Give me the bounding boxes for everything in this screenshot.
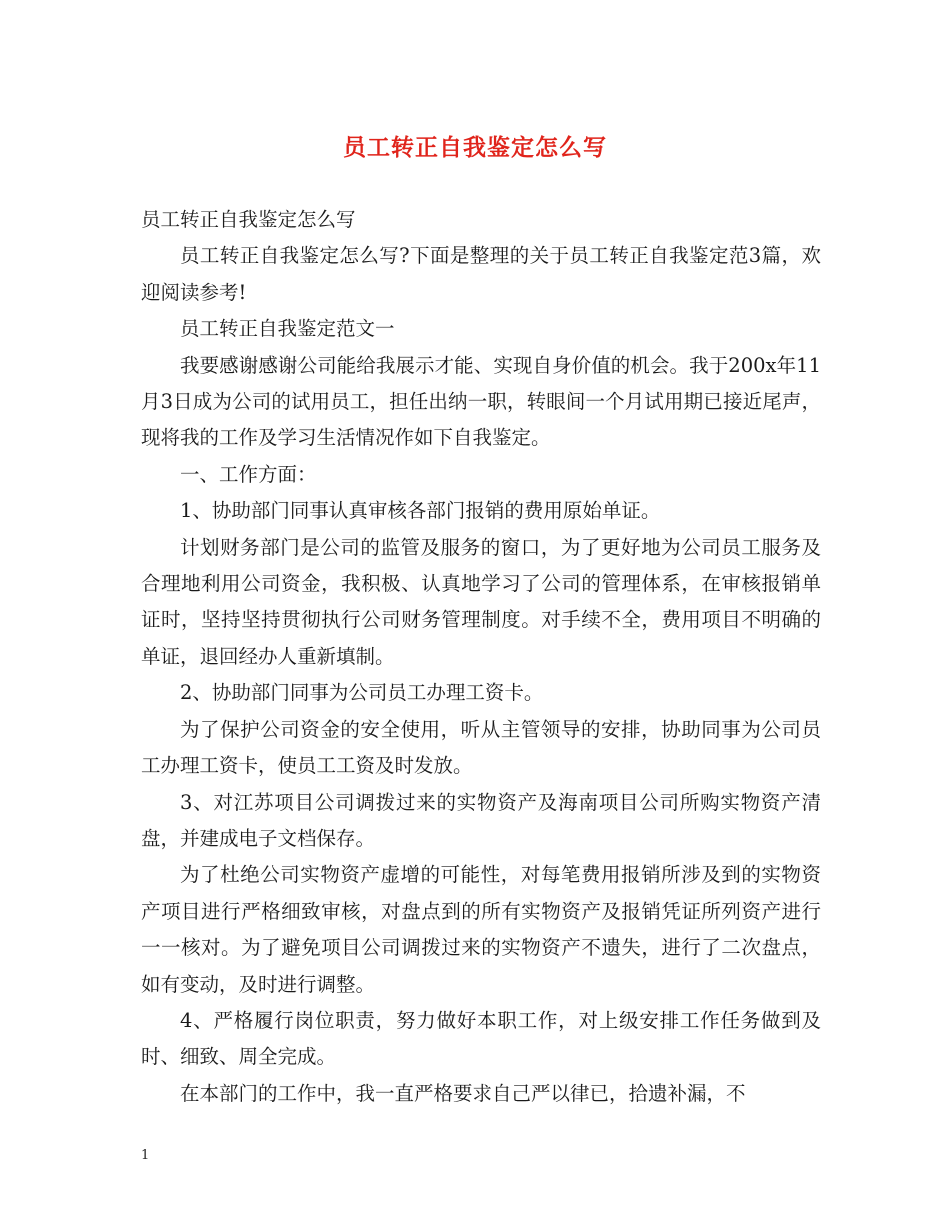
paragraph: 员工转正自我鉴定范文一 (180, 317, 395, 341)
paragraph: 在本部门的工作中，我一直严格要求自己严以律已，拾遗补漏，不 (180, 1081, 746, 1105)
paragraph: 为了杜绝公司实物资产虚增的可能性，对每笔费用报销所涉及到的实物资产项目进行严格细致审核，对盘点到的所有实物资产及报销凭证所列资产进行一一核对。为了避免项目公司调拨过来的实物资产不遗失，进行了二次盘点，如有变动，及时进行调整。 (141, 863, 821, 996)
paragraph: 计划财务部门是公司的监管及服务的窗口，为了更好地为公司员工服务及合理地利用公司资金，我积极、认真地学习了公司的管理体系，在审核报销单证时，坚持坚持贯彻执行公司财务管理制度。对手续不全，费用项目不明确的单证，退回经办人重新填制。 (141, 535, 821, 668)
paragraph: 为了保护公司资金的安全使用，听从主管领导的安排，协助同事为公司员工办理工资卡，使员工工资及时发放。 (141, 717, 821, 778)
paragraph: 2、协助部门同事为公司员工办理工资卡。 (180, 681, 544, 705)
paragraph: 员工转正自我鉴定怎么写 (141, 208, 356, 231)
page-number: 1 (141, 1148, 150, 1163)
document-body (141, 202, 821, 1112)
paragraph: 我要感谢感谢公司能给我展示才能、实现自身价值的机会。我于200x年11月3日成为公司的试用员工，担任出纳一职，转眼间一个月试用期已接近尾声，现将我的工作及学习生活情况作如下自我鉴定。 (141, 353, 821, 450)
paragraph: 3、对江苏项目公司调拨过来的实物资产及海南项目公司所购实物资产清盘，并建成电子文档保存。 (141, 790, 821, 850)
paragraph: 1、协助部门同事认真审核各部门报销的费用原始单证。 (180, 499, 661, 523)
document-title: 员工转正自我鉴定怎么写 (343, 134, 607, 161)
paragraph: 一、工作方面： (180, 462, 317, 486)
paragraph: 员工转正自我鉴定怎么写?下面是整理的关于员工转正自我鉴定范3篇，欢迎阅读参考! (141, 244, 821, 304)
paragraph: 4、严格履行岗位职责，努力做好本职工作，对上级安排工作任务做到及时、细致、周全完成。 (141, 1008, 821, 1069)
